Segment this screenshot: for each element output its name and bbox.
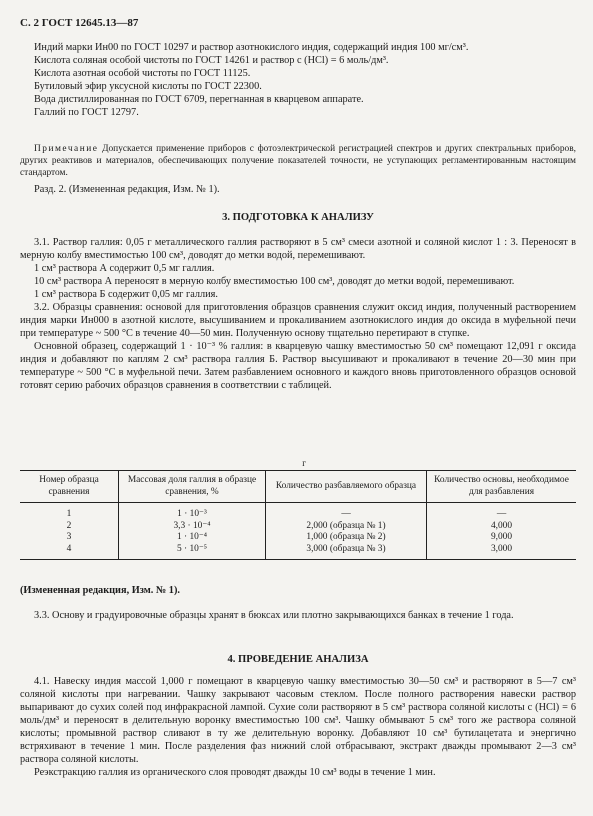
section2-revision-block: [20, 183, 576, 196]
table-cell: 5 · 10⁻⁵: [119, 544, 266, 560]
table-cell: 3,000: [427, 544, 577, 560]
reagents-list: [20, 41, 576, 119]
paragraph-3-1: 3.1. Раствор галлия: 0,05 г металлического галлия растворяют в 5 см³ смеси азотной и соляной кислот 1 : 3. Переносят в мерную колбу вместимостью 100 см³, доводят до метки водой, перемешивают.: [20, 237, 576, 261]
reagent-item: Галлий по ГОСТ 12797.: [34, 107, 139, 118]
table-header-cell: Количество разбавляемого образца: [266, 471, 427, 503]
table-cell: 1: [66, 509, 72, 519]
table-header-row: [20, 471, 576, 503]
table-cell: 2: [66, 520, 72, 531]
table-block: [20, 457, 576, 560]
section4-body: [20, 675, 576, 779]
paragraph-3-3-block: [20, 609, 576, 622]
paragraph-3-3: 3.3. Основу и градуировочные образцы хранят в бюксах или плотно закрывающихся банках в течение 1 года.: [34, 610, 514, 621]
table-row: [20, 544, 576, 560]
table-cell: —: [266, 503, 427, 521]
table-header-cell: Номер образца сравнения: [20, 471, 119, 503]
note-text: Допускается применение приборов с фотоэлектрической регистрацией спектров и других спектральных приборов, других реактивов и материалов, обеспечивающих получение показателей точности, не уступающих регламентированным настоящим стандартом.: [20, 144, 576, 178]
table-row: [20, 503, 576, 521]
reagent-item: Кислота соляная особой чистоты по ГОСТ 14261 и раствор c (HCl) = 6 моль/дм³.: [34, 55, 389, 66]
section4-title: 4. ПРОВЕДЕНИЕ АНАЛИЗА: [227, 654, 369, 665]
table-cell: 2,000 (образца № 1): [266, 521, 427, 533]
table-label: г: [302, 458, 306, 468]
table-cell: 4: [66, 543, 72, 554]
table-cell: 9,000: [427, 532, 577, 544]
section3-body: [20, 236, 576, 392]
reagent-item: Вода дистиллированная по ГОСТ 6709, перегнанная в кварцевом аппарате.: [34, 94, 364, 105]
section3-heading-block: [20, 211, 576, 224]
paragraph-solution-a: 1 см³ раствора А содержит 0,5 мг галлия.: [34, 263, 215, 274]
table-row: [20, 532, 576, 544]
section3-title: 3. ПОДГОТОВКА К АНАЛИЗУ: [222, 212, 374, 223]
note-label: Примечание: [34, 144, 99, 154]
paragraph-base-sample: Основной образец, содержащий 1 · 10⁻³ % галлия: в кварцевую чашку вместимостью 50 см³ помещают 12,091 г оксида индия и добавляют по каплям 2 см³ раствора галлия Б. Раствор высушивают и прокаливают в течение 20—30 мин при температуре ~ 500 °С в муфельной печи. Затем разбавлением основного и каждого вновь приготовленного образцов основой готовят серию рабочих образцов сравнения в соответствии с таблицей.: [20, 341, 576, 391]
table-row: [20, 521, 576, 533]
table-header-cell: Количество основы, необходимое для разбавления: [427, 471, 577, 503]
paragraph-reextraction: Реэкстракцию галлия из органического слоя проводят дважды 10 см³ воды в течение 1 мин.: [34, 767, 436, 778]
table-cell: 3: [66, 532, 72, 542]
reagent-item: Бутиловый эфир уксусной кислоты по ГОСТ 22300.: [34, 81, 262, 92]
table-revision-block: [20, 584, 576, 597]
table-cell: —: [427, 503, 577, 521]
paragraph-solution-b: 1 см³ раствора Б содержит 0,05 мг галлия.: [34, 289, 218, 300]
section4-heading-block: [20, 653, 576, 666]
paragraph-4-1: 4.1. Навеску индия массой 1,000 г помещают в кварцевую чашку вместимостью 30—50 см³ и растворяют в 5—7 см³ соляной кислоты при нагревании. Чашку закрывают часовым стеклом. После полного растворения навески раствор выпаривают до сухих солей под инфракрасной лампой. Сухие соли растворяют в 5 см³ раствора соляной кислоты c (HCl) = 6 моль/дм³ и переносят в делительную воронку вместимостью 100 см³. Чашку обмывают 5 см³ того же раствора соляной кислоты; промывной раствор сливают в ту же делительную воронку. Добавляют 10 см³ бутилацетата и энергично встряхивают в течение 1 мин. После разделения фаз нижний слой отбрасывают, экстракт дважды промывают 2—3 см³ раствора соляной кислоты.: [20, 676, 576, 765]
table-cell: 1,000 (образца № 2): [266, 532, 427, 544]
reagent-item: Индий марки Ин00 по ГОСТ 10297 и раствор азотнокислого индия, содержащий индия 100 мг/см³.: [34, 42, 469, 53]
table-cell: 3,3 · 10⁻⁴: [119, 521, 266, 533]
table-cell: 3,000 (образца № 3): [266, 544, 427, 560]
reagent-item: Кислота азотная особой чистоты по ГОСТ 11125.: [34, 68, 251, 79]
table-header-cell: Массовая доля галлия в образце сравнения, %: [119, 471, 266, 503]
table-cell: 4,000: [427, 521, 577, 533]
page-header: С. 2 ГОСТ 12645.13—87: [20, 17, 139, 29]
note-block: [20, 143, 576, 179]
table-cell: 1 · 10⁻³: [119, 503, 266, 521]
section2-revision: Разд. 2. (Измененная редакция, Изм. № 1).: [34, 184, 220, 195]
samples-table: [20, 470, 576, 560]
paragraph-3-2: 3.2. Образцы сравнения: основой для приготовления образцов сравнения служит оксид индия, полученный растворением индия марки Ин000 в азотной кислоте, высушиванием и прокаливанием азотнокислого индия до оксида в муфельной печи при температуре ~ 500 °С в течение 40—50 мин. Полученную основу тщательно перетирают в ступке.: [20, 302, 576, 339]
table-cell: 1 · 10⁻⁴: [119, 532, 266, 544]
table-revision: (Измененная редакция, Изм. № 1).: [20, 585, 180, 596]
paragraph-dilution: 10 см³ раствора А переносят в мерную колбу вместимостью 100 см³, доводят до метки водой, перемешивают.: [34, 276, 515, 287]
